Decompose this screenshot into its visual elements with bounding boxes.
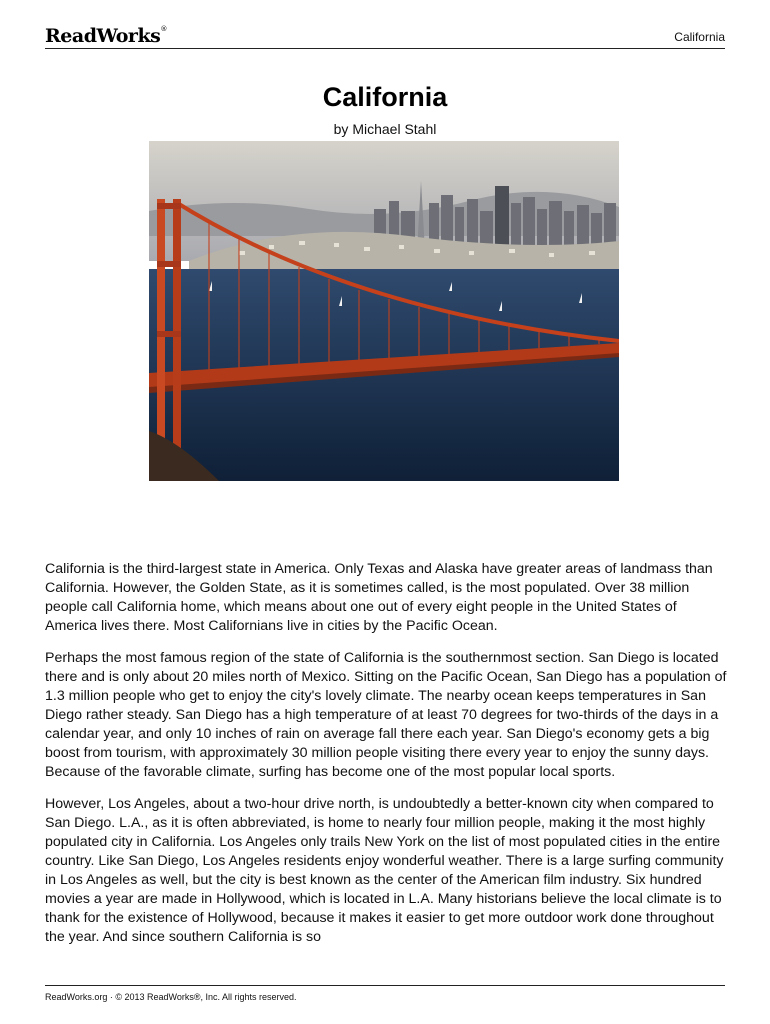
page-header (45, 22, 725, 49)
article-title: California (322, 82, 448, 112)
golden-gate-bridge-photo (149, 141, 619, 481)
logo-text: ReadWorks (45, 25, 161, 47)
logo-registered-mark: ® (160, 25, 167, 33)
header-section-label: California (674, 30, 725, 44)
readworks-logo (45, 25, 167, 47)
paragraph-3: However, Los Angeles, about a two-hour drive north, is undoubtedly a better-known city when compared to San Diego. L.A., as it is often abbreviated, is home to nearly four million people, making it the most highly populated city in California. Los Angeles only trails New York on the list of most populated cities in the entire country. Like San Diego, Los Angeles residents enjoy wonderful weather. There is a large surfing community in Los Angeles as well, but the city is best known as the center of the American film industry. Six hundred movies a year are made in Hollywood, which is located in L.A. Many historians believe the local climate is to thank for the existence of Hollywood, because it makes it easier to get more outdoor work done throughout the year. And since southern California is so (45, 796, 724, 945)
article-byline: by Michael Stahl (333, 121, 437, 137)
paragraph-2: Perhaps the most famous region of the state of California is the southernmost section. San Diego is located there and is only about 20 miles north of Mexico. Sitting on the Pacific Ocean, San Diego has a population of 1.3 million people who get to enjoy the city's lovely climate. The nearby ocean keeps temperatures in San Diego rather steady. San Diego has a high temperature of at least 70 degrees for two-thirds of the days in a calendar year, and only 10 inches of rain on average fall there each year. San Diego's economy gets a big boost from tourism, with approximately 30 million people visiting there every year to enjoy the sunny days. Because of the favorable climate, surfing has become one of the most popular local sports. (45, 650, 727, 780)
footer-copyright: ReadWorks.org · © 2013 ReadWorks®, Inc. All rights reserved. (45, 992, 297, 1002)
article-body (45, 560, 729, 960)
photo-illustration (149, 141, 619, 481)
page-footer (45, 985, 725, 1002)
paragraph-1: California is the third-largest state in America. Only Texas and Alaska have greater areas of landmass than California. However, the Golden State, as it is sometimes called, is the most populated. Over 38 million people call California home, which means about one out of every eight people in the United States of America lives there. Most Californians live in cities by the Pacific Ocean. (45, 561, 713, 634)
